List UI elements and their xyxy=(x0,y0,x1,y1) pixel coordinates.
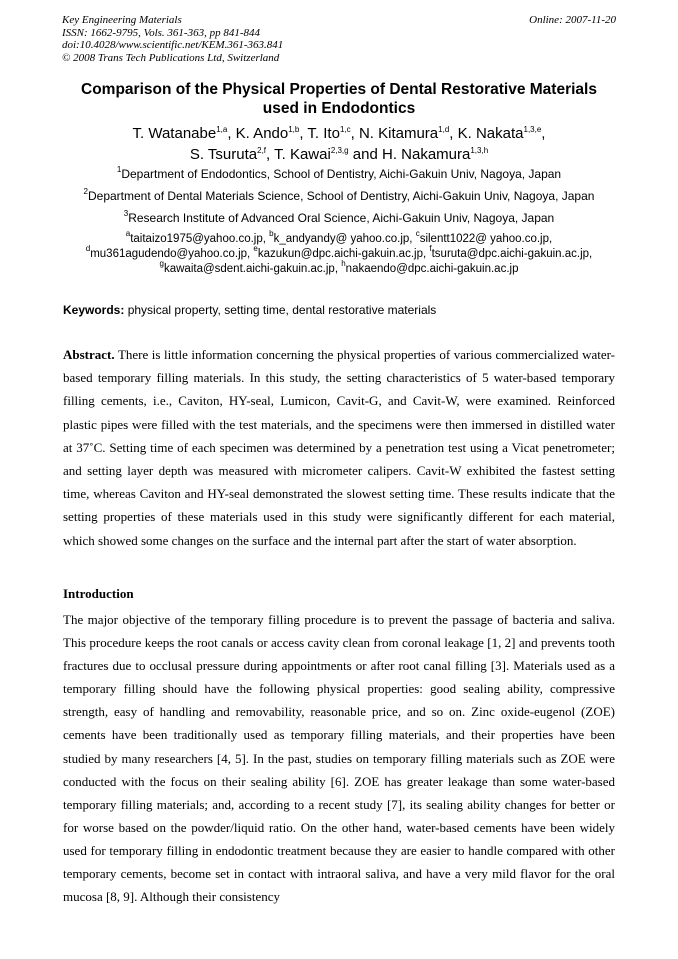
title-line-1: Comparison of the Physical Properties of Dental Restorative Materials xyxy=(81,81,597,98)
journal-header xyxy=(62,14,616,64)
introduction-text: The major objective of the temporary filling procedure is to prevent the passage of bacteria and saliva. This procedure keeps the root canals or access cavity clean from coronal leakage [1, 2] and prevents tooth fractures due to occlusal pressure during appointments or after root canal filling [3]. Materials used as a temporary filling should have the following physical properties: good sealing ability, compressive strength, easy of handling and removability, reasonable price, and so on. Zinc oxide-eugenol (ZOE) cements have been traditionally used as temporary filling materials, and their properties have been studied by many researchers [4, 5]. In the past, studies on temporary filling materials such as ZOE were conducted with the focus on their sealing ability [6]. ZOE has greater leakage than some water-based temporary filling materials; and, according to a recent study [7], its sealing ability changes for better or for worse based on the powder/liquid ratio. On the other hand, water-based cements have been widely used for temporary filling in endodontic treatment because they are easier to handle compared with other temporary cements, become set in contact with intraoral saliva, and have a very mild flavor for the oral mucosa [8, 9]. Although their consistency xyxy=(63,612,615,905)
author: T. Ito$^{1,c}$, xyxy=(307,125,359,142)
online-date: Online: 2007-11-20 xyxy=(529,14,616,26)
issn-line: ISSN: 1662-9795, Vols. 361-363, pp 841-844 xyxy=(62,26,260,39)
author: K. Nakata$^{1,3,e}$, xyxy=(457,125,546,142)
author-list xyxy=(30,123,648,165)
author: K. Ando$^{1,b}$, xyxy=(235,125,308,142)
copyright-line: © 2008 Trans Tech Publications Ltd, Switzerland xyxy=(62,51,280,64)
abstract-text: There is little information concerning the physical properties of various commercialized water-based temporary filling materials. In this study, the setting characteristics of 5 water-based temporary filling cements, i.e., Caviton, HY-seal, Lumicon, Cavit-G, and Cavit-W, were examined. Reinforced plastic pipes were filled with the test materials, and the specimens were then immersed in distilled water at 37˚C. Setting time of each specimen was determined by a penetration test using a Vicat penetrometer; and setting layer depth was measured with micrometer calipers. Cavit-W exhibited the fastest setting time, whereas Caviton and HY-seal demonstrated the slowest setting time. These results indicate that the setting properties of these materials used in this study were significantly different for each material, which showed some changes on the surface and the internal part after the start of water absorption. xyxy=(63,347,616,548)
doi-line: doi:10.4028/www.scientific.net/KEM.361-363.841 xyxy=(62,39,284,51)
paper-title xyxy=(40,80,638,118)
affiliation-3: $^3$Research Institute of Advanced Oral Science, Aichi-Gakuin Univ, Nagoya, Japan xyxy=(123,209,555,225)
abstract xyxy=(63,343,615,552)
email-address: $^c$silentt1022@ yahoo.co.jp, xyxy=(415,229,553,245)
email-address: $^g$kawaita@sdent.aichi-gakuin.ac.jp, xyxy=(159,259,342,275)
affiliation-1: $^1$Department of Endodontics, School of Dentistry, Aichi-Gakuin Univ, Nagoya, Japan xyxy=(116,165,562,181)
author: T. Kawai$^{2,3,g}$ and xyxy=(274,146,382,163)
email-address: $^d$mu361agudendo@yahoo.co.jp, xyxy=(85,244,254,260)
email-address: $^h$nakaendo@dpc.aichi-gakuin.ac.jp xyxy=(341,259,519,275)
keywords-text: physical property, setting time, dental restorative materials xyxy=(127,303,437,317)
email-address: $^e$kazukun@dpc.aichi-gakuin.ac.jp, xyxy=(253,244,430,260)
section-heading-introduction: Introduction xyxy=(63,586,134,601)
author: H. Nakamura$^{1,3,h}$ xyxy=(381,146,489,163)
keywords-label: Keywords: xyxy=(63,303,125,317)
email-list xyxy=(20,229,658,277)
keywords xyxy=(63,303,615,317)
author: T. Watanabe$^{1,a}$, xyxy=(132,125,236,142)
title-line-2: used in Endodontics xyxy=(262,100,416,117)
author: N. Kitamura$^{1,d}$, xyxy=(358,125,458,142)
email-address: $^a$taitaizo1975@yahoo.co.jp, xyxy=(125,229,270,245)
abstract-label: Abstract. xyxy=(63,347,115,362)
journal-name: Key Engineering Materials xyxy=(62,14,182,26)
email-address: $^f$tsuruta@dpc.aichi-gakuin.ac.jp, xyxy=(429,244,593,260)
email-address: $^b$k_andyandy@ yahoo.co.jp, xyxy=(269,229,416,245)
affiliation-2: $^2$Department of Dental Materials Science, School of Dentistry, Aichi-Gakuin Univ, Nagoya, Japan xyxy=(83,187,595,203)
author: S. Tsuruta$^{2,f}$, xyxy=(189,146,275,163)
